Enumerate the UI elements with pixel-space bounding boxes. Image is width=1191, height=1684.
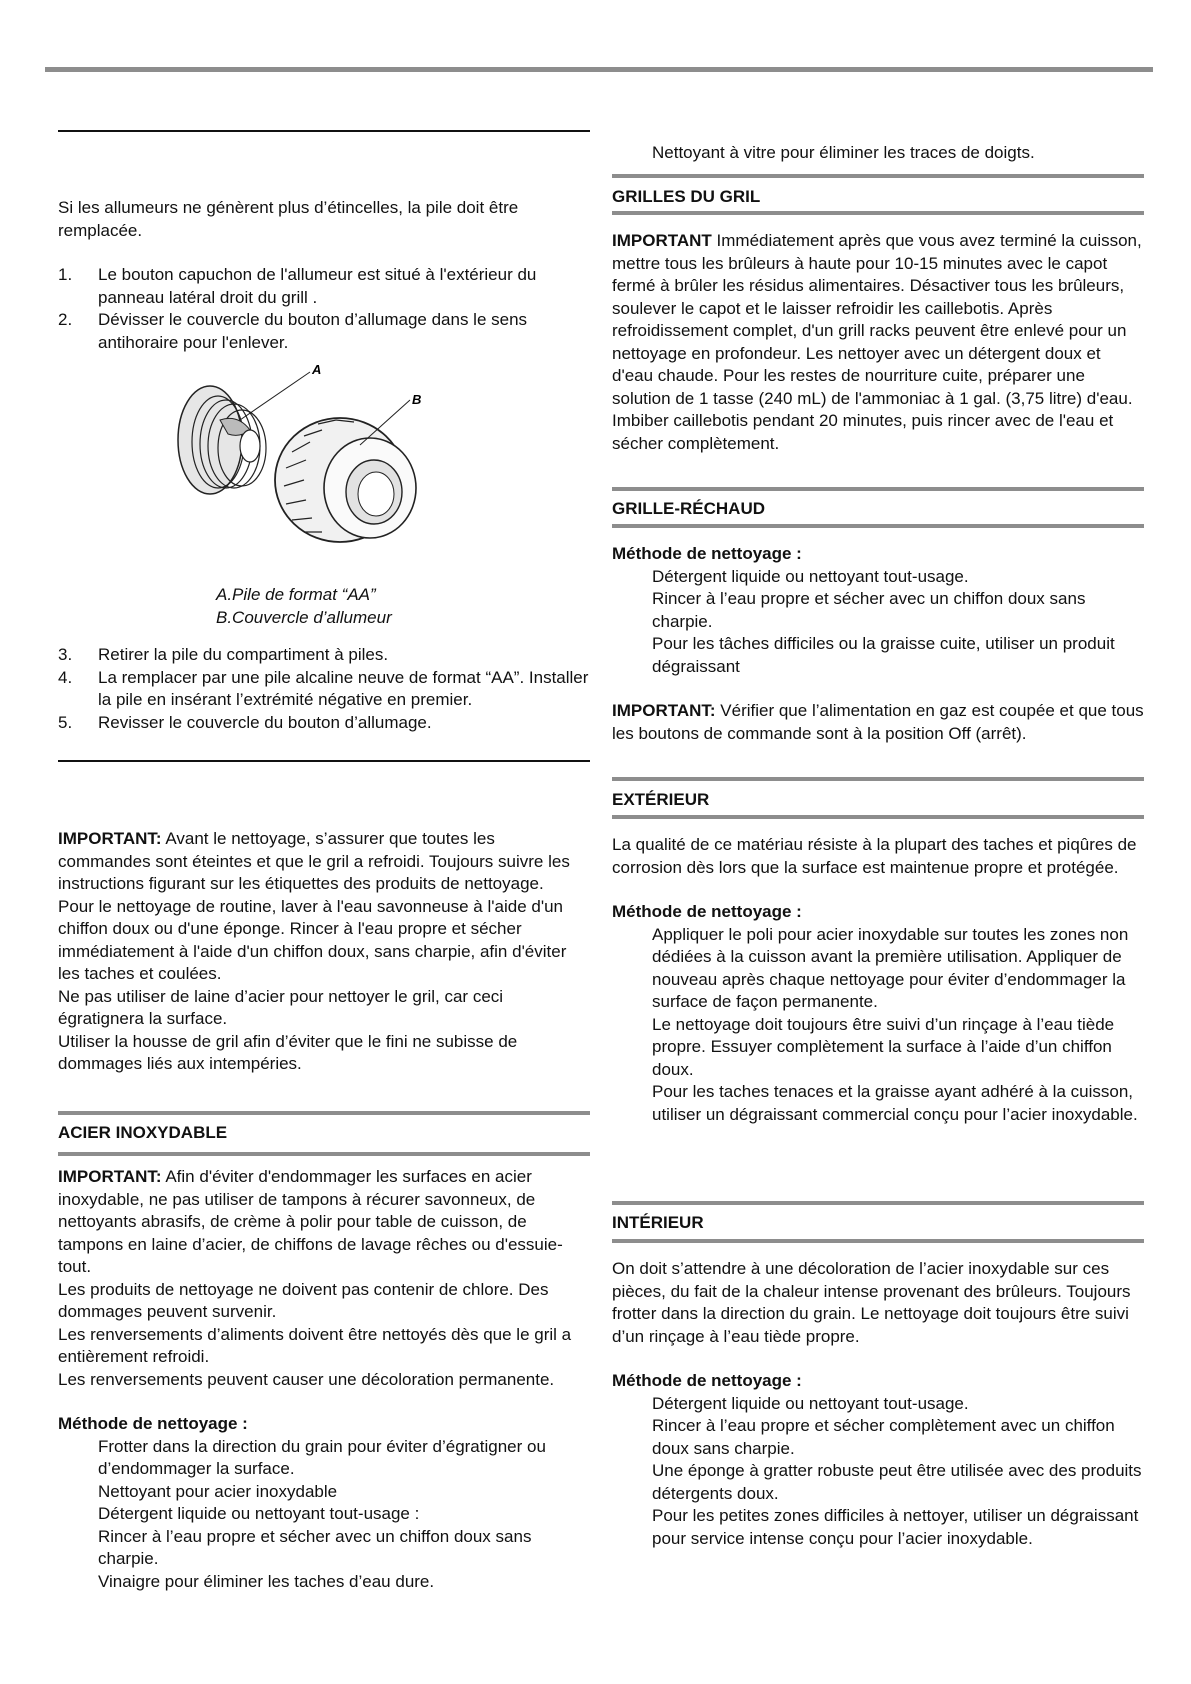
method-item: Pour les taches tenaces et la graisse ayant adhéré à la cuisson, utiliser un dégraissant commercial conçu pour l’acier inoxydable. (652, 1082, 1138, 1124)
method-item: Le nettoyage doit toujours être suivi d’un rinçage à l’eau tiède propre. Essuyer complètement la surface à l’aide d’un chiffon doux. (652, 1014, 1115, 1079)
important-label: IMPORTANT (612, 231, 712, 250)
warming-important (612, 700, 1144, 745)
section-rule-stainless-top (58, 1111, 590, 1115)
exterior-heading: EXTÉRIEUR (612, 790, 710, 809)
interior-heading: INTÉRIEUR (612, 1213, 704, 1232)
important-text: Afin d'éviter d'endommager les surfaces en acier inoxydable, ne pas utiliser de tampons à récurer savonneux, de nettoyants abrasifs, de crème à polir pour table de cuisson, de tampons en laine d’acier, de chiffons de lavage rêches ou d'essuie-tout. (58, 1167, 563, 1276)
igniter-diagram (160, 360, 460, 580)
list-item (58, 264, 590, 309)
important-label: IMPORTANT: (58, 829, 162, 848)
method-item: Vinaigre pour éliminer les taches d’eau dure. (98, 1571, 435, 1591)
section-rule-interior-top (612, 1201, 1144, 1205)
method-label: Méthode de nettoyage : (612, 544, 802, 563)
cleaning-paragraph: Pour le nettoyage de routine, laver à l'eau savonneuse à l'aide d'un chiffon doux ou d'une éponge. Rincer à l'eau propre et sécher immédiatement à l'aide d'un chiffon doux, sans charpie, afin d'éviter les taches et coulées. (58, 896, 567, 983)
step-text: Dévisser le couvercle du bouton d’allumage dans le sens antihoraire pour l'enlever. (98, 310, 528, 352)
method-item: Nettoyant pour acier inoxydable (98, 1481, 338, 1501)
cleaning-important (58, 828, 592, 896)
list-item (58, 309, 590, 354)
method-item: Rincer à l’eau propre et sécher avec un chiffon doux sans charpie. (98, 1526, 532, 1568)
important-text: Vérifier que l’alimentation en gaz est coupée et que tous les boutons de commande sont à la position Off (arrêt). (612, 701, 1144, 743)
igniter-steps-b (58, 644, 590, 734)
method-item: Rincer à l’eau propre et sécher complètement avec un chiffon doux sans charpie. (652, 1416, 1115, 1458)
section-rule-stainless-bottom (58, 1152, 590, 1156)
interior-intro: On doit s’attendre à une décoloration de l’acier inoxydable sur ces pièces, du fait de la chaleur intense provenant des brûleurs. Toujours frotter dans la direction du grain. Le nettoyage doit toujours être suivi d’un rinçage à l’eau tiède propre. (612, 1259, 1131, 1346)
section-rule-exterior-top (612, 777, 1144, 781)
section-rule-igniter (58, 130, 590, 132)
step-number: 3. (58, 645, 73, 664)
section-rule-warming-top (612, 487, 1144, 491)
warming-heading: GRILLE-RÉCHAUD (612, 499, 765, 518)
method-item: Détergent liquide ou nettoyant tout-usage : (98, 1504, 420, 1523)
step-number: 1. (58, 265, 73, 284)
step-text: Retirer la pile du compartiment à piles. (98, 645, 389, 664)
important-text: Avant le nettoyage, s’assurer que toutes les commandes sont éteintes et que le gril a refroidi. Toujours suivre les instructions figurant sur les étiquettes des produits de nettoyage. (58, 829, 570, 893)
igniter-intro: Si les allumeurs ne génèrent plus d’étincelles, la pile doit être remplacée. (58, 198, 519, 240)
exterior-section (612, 834, 1144, 1126)
section-rule-grates-bottom (612, 211, 1144, 215)
glass-cleaner-line: Nettoyant à vitre pour éliminer les traces de doigts. (652, 143, 1035, 162)
cleaning-general (58, 828, 592, 1076)
step-number: 4. (58, 667, 73, 687)
method-item: Une éponge à gratter robuste peut être utilisée avec des produits détergents doux. (652, 1461, 1142, 1503)
method-label: Méthode de nettoyage : (612, 1371, 802, 1390)
interior-section (612, 1258, 1144, 1550)
section-rule-grates-top (612, 174, 1144, 178)
stainless-important (58, 1166, 590, 1279)
step-number: 5. (58, 712, 73, 732)
stainless-paragraph: Les renversements peuvent causer une décoloration permanente. (58, 1369, 555, 1389)
important-label: IMPORTANT: (612, 701, 716, 720)
stainless-paragraph: Les produits de nettoyage ne doivent pas contenir de chlore. Des dommages peuvent survenir. (58, 1279, 549, 1321)
step-text: Le bouton capuchon de l'allumeur est situé à l'extérieur du panneau latéral droit du grill . (98, 265, 537, 307)
page-top-bar (45, 67, 1153, 72)
stainless-section (58, 1166, 590, 1593)
method-label: Méthode de nettoyage : (58, 1414, 248, 1433)
method-item: Rincer à l’eau propre et sécher avec un chiffon doux sans charpie. (652, 589, 1086, 631)
cleaning-paragraph: Utiliser la housse de gril afin d’éviter que le fini ne subisse de dommages liés aux intempéries. (58, 1031, 518, 1073)
label-a: A (312, 362, 322, 377)
exterior-intro: La qualité de ce matériau résiste à la plupart des taches et piqûres de corrosion dès lors que la surface est maintenue propre et protégée. (612, 835, 1137, 877)
section-rule-warming-bottom (612, 524, 1144, 528)
method-item: Pour les tâches difficiles ou la graisse cuite, utiliser un produit dégraissant (652, 634, 1115, 676)
cleaning-paragraph: Ne pas utiliser de laine d’acier pour nettoyer le gril, car ceci égratignera la surface. (58, 986, 504, 1028)
list-item (58, 644, 590, 667)
leader-line-a (240, 372, 310, 420)
figure-caption-b: B.Couvercle d’allumeur (216, 608, 392, 627)
step-text: La remplacer par une pile alcaline neuve de format “AA”. Installer la pile en insérant l’extrémité négative en premier. (98, 667, 589, 709)
method-item: Frotter dans la direction du grain pour éviter d’égratigner ou d’endommager la surface. (98, 1436, 546, 1478)
method-item: Appliquer le poli pour acier inoxydable sur toutes les zones non dédiées à la cuisson avant la première utilisation. Appliquer de nouveau après chaque nettoyage pour éviter d’endommager la surface de façon permanente. (652, 924, 1129, 1011)
step-text: Revisser le couvercle du bouton d’allumage. (98, 712, 432, 732)
list-item (58, 712, 590, 735)
igniter-steps-a (58, 264, 590, 354)
step-number: 2. (58, 310, 73, 329)
warming-section (612, 543, 1144, 745)
igniter-cover-illustration (275, 418, 416, 542)
important-text: Immédiatement après que vous avez terminé la cuisson, mettre tous les brûleurs à haute pour 10-15 minutes avec le capot fermé à brûler les résidus alimentaires. Désactiver tous les brûleurs, soulever le capot et le laisser refroidir les caillebotis. Après refroidissement complet, d'un grill racks peuvent être enlevé pour un nettoyage en profondeur. Les nettoyer avec un détergent doux et d'eau chaude. Pour les restes de nourriture cuite, préparer une solution de 1 tasse (240 mL) de l'ammoniac à 1 gal. (3,75 litre) d'eau. Imbiber caillebotis pendant 20 minutes, puis rincer avec de l'eau et sécher complètement. (612, 231, 1142, 453)
stainless-paragraph: Les renversements d’aliments doivent être nettoyés dès que le gril a entièrement refroidi. (58, 1324, 572, 1366)
section-rule-exterior-bottom (612, 815, 1144, 819)
grates-heading: GRILLES DU GRIL (612, 187, 761, 206)
battery-cap-illustration (178, 386, 266, 494)
section-rule-interior-bottom (612, 1239, 1144, 1243)
important-label: IMPORTANT: (58, 1167, 162, 1186)
label-b: B (412, 392, 422, 407)
stainless-heading: ACIER INOXYDABLE (58, 1123, 228, 1142)
method-item: Détergent liquide ou nettoyant tout-usage. (652, 1393, 969, 1413)
method-label: Méthode de nettoyage : (612, 902, 802, 921)
method-item: Détergent liquide ou nettoyant tout-usage. (652, 566, 969, 586)
grates-important (612, 230, 1144, 455)
figure-caption-a: A.Pile de format “AA” (216, 585, 376, 604)
section-rule-cleaning (58, 760, 590, 762)
method-item: Pour les petites zones difficiles à nettoyer, utiliser un dégraissant pour service intense conçu pour l’acier inoxydable. (652, 1506, 1139, 1548)
list-item (58, 667, 590, 712)
